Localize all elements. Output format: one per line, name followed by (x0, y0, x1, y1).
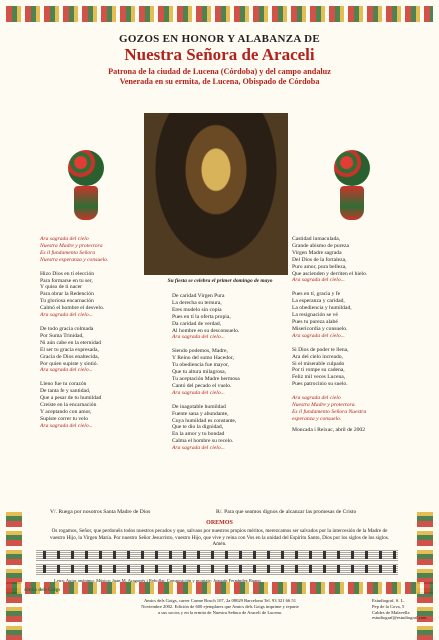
column-1 (40, 236, 144, 430)
verse-line: Para obrar la Redención (40, 291, 94, 298)
music-staff (36, 549, 398, 561)
header-line-3: Patrona de la ciudad de Lucena (Córdoba) y del campo andaluz (108, 67, 331, 76)
verse-line: Da caridad de verdad, (172, 320, 222, 327)
publisher-line: Noviembre 2002. Edición de 600 ejemplares que Amics dels Goigs imprime y reparte (141, 603, 299, 609)
verse-line: Al hombre en su desconsuelo. (172, 327, 240, 334)
verse-line: Eres modelo sin copia (172, 306, 222, 313)
refrain-line: Ara sagrada del cielo (40, 236, 89, 242)
flower-vase-icon (330, 150, 374, 224)
verse-line: Para formarse en tu ser, (40, 277, 93, 284)
verse-line: Si Dios de poder te llena, (292, 346, 349, 353)
refrain-line: esperanza y consuelo. (292, 415, 342, 422)
verse-line: Siendo podemos, Madre, (172, 348, 228, 355)
verse-line: Virgen Madre sagrada (292, 249, 342, 256)
refrain-short: Ara sagrada del cielo... (172, 334, 225, 341)
verse-line: Por Suma Trinidad, (40, 332, 84, 339)
publisher-info (90, 598, 350, 615)
verse-line: Calmó el hombre el desvelo. (40, 305, 105, 312)
response: R/. Para que seamos dignos de alcanzar las promesas de Cristo (216, 509, 357, 515)
printer-line: Pep de la Cova, 5 (372, 603, 405, 609)
verse-line: Ni aún cabe en la eternidad (40, 339, 102, 346)
verse-line: Grande abismo de pureza (292, 242, 349, 249)
verse-line: Supiste correr tu velo (40, 415, 89, 422)
printer-info (372, 598, 432, 621)
verse-line: En la amor y tu bondad (172, 431, 225, 438)
refrain-line: Ara sagrada del cielo (292, 395, 341, 402)
verse-line: Y quiso de ti nacer (40, 284, 83, 291)
refrain-short: Ara sagrada del cielo... (40, 422, 93, 429)
signature: Moncada i Reixac, abril de 2002 (292, 426, 366, 433)
refrain-short: Ara sagrada del cielo... (40, 312, 93, 319)
verse-line: Si el miserable culpado (292, 360, 345, 367)
verse-line: Hizo Dios en tí elección (40, 270, 95, 277)
verse-line: Y aceptando con amor, (40, 408, 92, 415)
verse-line: De todo gracia colmada (40, 325, 94, 332)
column-2 (172, 293, 276, 452)
verse-line: Calma el hombre su recelo. (172, 438, 234, 445)
verse-line: Del Dios de la fortaleza, (292, 256, 347, 263)
verse-line: Que te dio la dignidad, (172, 424, 224, 431)
verse-line: Cuya humildad es constante, (172, 417, 237, 424)
verse-line: Feliz mil veces Lucena, (292, 374, 346, 381)
verse-line: La derecha su ternura, (172, 299, 222, 306)
amics-dels-goigs-logo: Amics dels Goigs (23, 588, 61, 593)
verse-line: Lleno fue tu corazón (40, 381, 87, 388)
floral-border-top (6, 6, 433, 22)
verse-line: Puro amor, pura belleza, (292, 263, 347, 270)
verse-line: Que a pesar de tu humildad (40, 395, 102, 402)
verse-line: Pues patrocinio su suelo. (292, 381, 348, 388)
printer-line: Estudiograf, S. L. (372, 598, 405, 603)
verse-line: La resignación se vé (292, 312, 338, 319)
verse-line: Por ti rompe su cadena, (292, 367, 345, 374)
verse-line: Tu gloriosa encarnación (40, 298, 94, 305)
verse-line: De tanta fe y santidad, (40, 388, 91, 395)
page-title: Nuestra Señora de Araceli (124, 45, 315, 64)
prayer-text: Os rogamos, Señor, que perdonéis todos nuestros pecados y que, salvaos por nuestros propios méritos, merezcamos ser salvados por la intercesión de la Madre de vuestro Hijo, la Virgen María. Por nuestro Señor Jesucristo, vuestro Hijo, que vive y reina con Vos en la unidad del Espíritu Santo, Dios por los siglos de los siglos. Amén. (49, 528, 390, 547)
verse-line: Ara del cielo increado, (292, 353, 343, 360)
verse-line: Creíste en la encarnación (40, 402, 97, 409)
verse-line: Castidad inmaculada, (292, 236, 341, 242)
floral-border-bottom (6, 582, 433, 594)
credits: Letra: Autor anónimo. Música: Juan M. Aragonés i Rebollar. Composición y montaje: Joaquín Fernández Ruano (54, 578, 261, 583)
header-line-1: GOZOS EN HONOR Y ALABANZA DE (118, 33, 321, 45)
publisher-line: Amics dels Goigs, carrer Carme Bosch 107, 2a 08029 Barcelona Tel. 93 321 66 51 (143, 598, 297, 603)
printer-line: estudiograf@estudiograf.com (372, 615, 427, 621)
verse-line: Por quien supiste y sintió. (40, 360, 98, 367)
refrain-short: Ara sagrada del cielo... (292, 332, 345, 339)
refrain-short: Ara sagrada del cielo... (172, 389, 225, 396)
verse-line: Pues en tí, gracia y fe (292, 291, 341, 298)
refrain-line: Nuestra Madre y protectora (40, 242, 103, 249)
publisher-line: a sus socios y en la ermita de Nuestra Señora de Araceli de Lucena. (158, 609, 282, 615)
printer-line: Caldes de Malavella (372, 609, 410, 615)
oremos-heading: OREMOS (206, 520, 233, 526)
verse-line: De inagotable humildad (172, 403, 226, 410)
header-line-4: Venerada en su ermita, de Lucena, Obispado de Córdoba (119, 77, 320, 86)
verse-line: Pues tu pureza alabé (292, 318, 338, 325)
verse-line: La esperanza y caridad, (292, 298, 345, 305)
verse-line: El ser tu gracia expresada, (40, 346, 99, 353)
verse-line: Tu obediencia fue mayor, (172, 362, 230, 369)
refrain-line: Es il fundamento Señora Nuestra (292, 408, 367, 415)
verse-line: Fuente sana y abundante, (172, 410, 229, 417)
verse-line: Cantó del pecado el vuelo. (172, 382, 232, 389)
floral-border-left (6, 509, 22, 640)
versicle: V/. Ruega por nosotros Santa Madre de Dios (50, 509, 151, 515)
column-3 (292, 236, 404, 434)
verse-line: Misericordia y consuelo. (292, 325, 348, 332)
verse-line: Pues en tí la oferta propia, (172, 313, 231, 320)
verse-line: De caridad Virgen Pura (172, 293, 225, 299)
verse-line: Y Reino del sumo Hacedor, (172, 355, 234, 362)
header-subtitle (0, 67, 439, 87)
verse-line: Que ascienden y derriten el hielo. (292, 270, 368, 277)
virgin-image (144, 113, 288, 275)
verse-line: Que tu altura milagrosa, (172, 369, 227, 376)
refrain-line: Es il fundamento Señora (40, 249, 96, 256)
feast-caption: Su fiesta se celebra el primer domingo de mayo (167, 278, 273, 284)
verse-line: La obediencia y humildad, (292, 305, 352, 312)
refrain-line: Nuestra Madre y protectora. (292, 402, 356, 409)
refrain-line: Nuestra esperanza y consuelo. (40, 256, 109, 263)
refrain-short: Ara sagrada del cielo... (172, 445, 225, 452)
verse-line: Tu aceptación Madre hermosa (172, 375, 240, 382)
verse-line: Gracia de Dios enaltecida, (40, 353, 100, 360)
flower-vase-icon (64, 150, 108, 224)
refrain-short: Ara sagrada del cielo... (292, 277, 345, 284)
refrain-short: Ara sagrada del cielo... (40, 367, 93, 374)
music-staff (36, 563, 398, 575)
